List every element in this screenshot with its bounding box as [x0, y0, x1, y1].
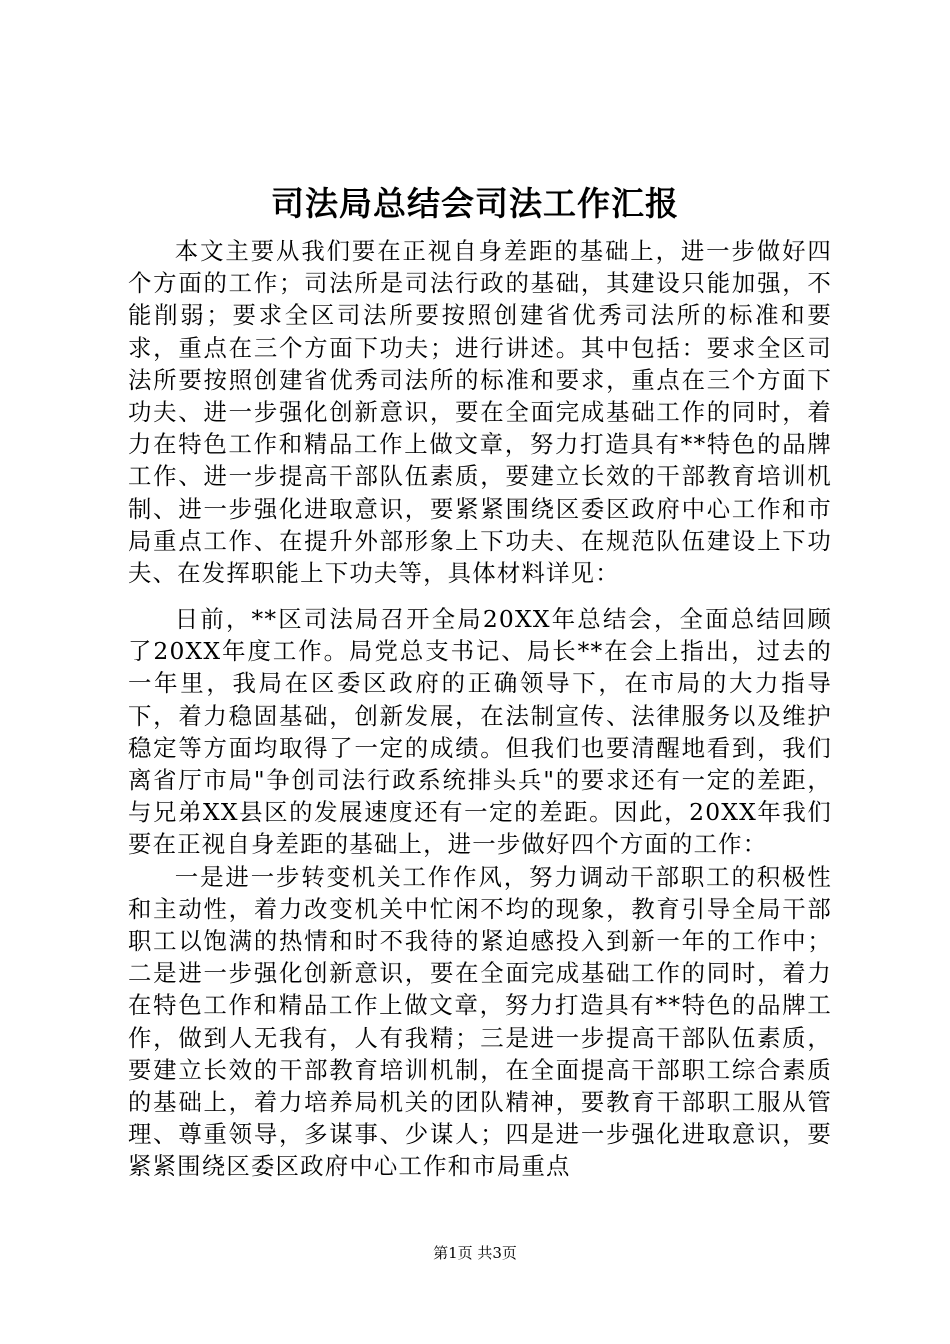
document-title: 司法局总结会司法工作汇报: [271, 184, 679, 223]
body-paragraph-2: 一是进一步转变机关工作作风，努力调动干部职工的积极性和主动性，着力改变机关中忙闲不均的现象，教育引导全局干部职工以饱满的热情和时不我待的紧迫感投入到新一年的工作中；二是进一步强化创新意识，要在全面完成基础工作的同时，着力在特色工作和精品工作上做文章，努力打造具有**特色的品牌工作，做到人无我有，人有我精；三是进一步提高干部队伍素质，要建立长效的干部教育培训机制，在全面提高干部职工综合素质的基础上，着力培养局机关的团队精神，要教育干部职工服从管理、尊重领导，多谋事、少谋人；四是进一步强化进取意识，要紧紧围绕区委区政府中心工作和市局重点: [128, 862, 832, 1181]
abstract-section: [128, 235, 832, 589]
page-footer: 第1页 共3页: [433, 1244, 517, 1262]
abstract-paragraph: 本文主要从我们要在正视自身差距的基础上，进一步做好四个方面的工作；司法所是司法行政的基础，其建设只能加强，不能削弱；要求全区司法所要按照创建省优秀司法所的标准和要求，重点在三个方面下功夫；进行讲述。其中包括：要求全区司法所要按照创建省优秀司法所的标准和要求，重点在三个方面下功夫、进一步强化创新意识，要在全面完成基础工作的同时，着力在特色工作和精品工作上做文章，努力打造具有**特色的品牌工作、进一步提高干部队伍素质，要建立长效的干部教育培训机制、进一步强化进取意识，要紧紧围绕区委区政府中心工作和市局重点工作、在提升外部形象上下功夫、在规范队伍建设上下功夫、在发挥职能上下功夫等，具体材料详见：: [128, 237, 832, 588]
body-paragraph-1: 日前，**区司法局召开全局20XX年总结会，全面总结回顾了20XX年度工作。局党总支书记、局长**在会上指出，过去的一年里，我局在区委区政府的正确领导下，在市局的大力指导下，着力稳固基础，创新发展，在法制宣传、法律服务以及维护稳定等方面均取得了一定的成绩。但我们也要清醒地看到，我们离省厅市局"争创司法行政系统排头兵"的要求还有一定的差距，与兄弟XX县区的发展速度还有一定的差距。因此，20XX年我们要在正视自身差距的基础上，进一步做好四个方面的工作：: [128, 605, 832, 859]
main-content: [128, 603, 832, 1183]
